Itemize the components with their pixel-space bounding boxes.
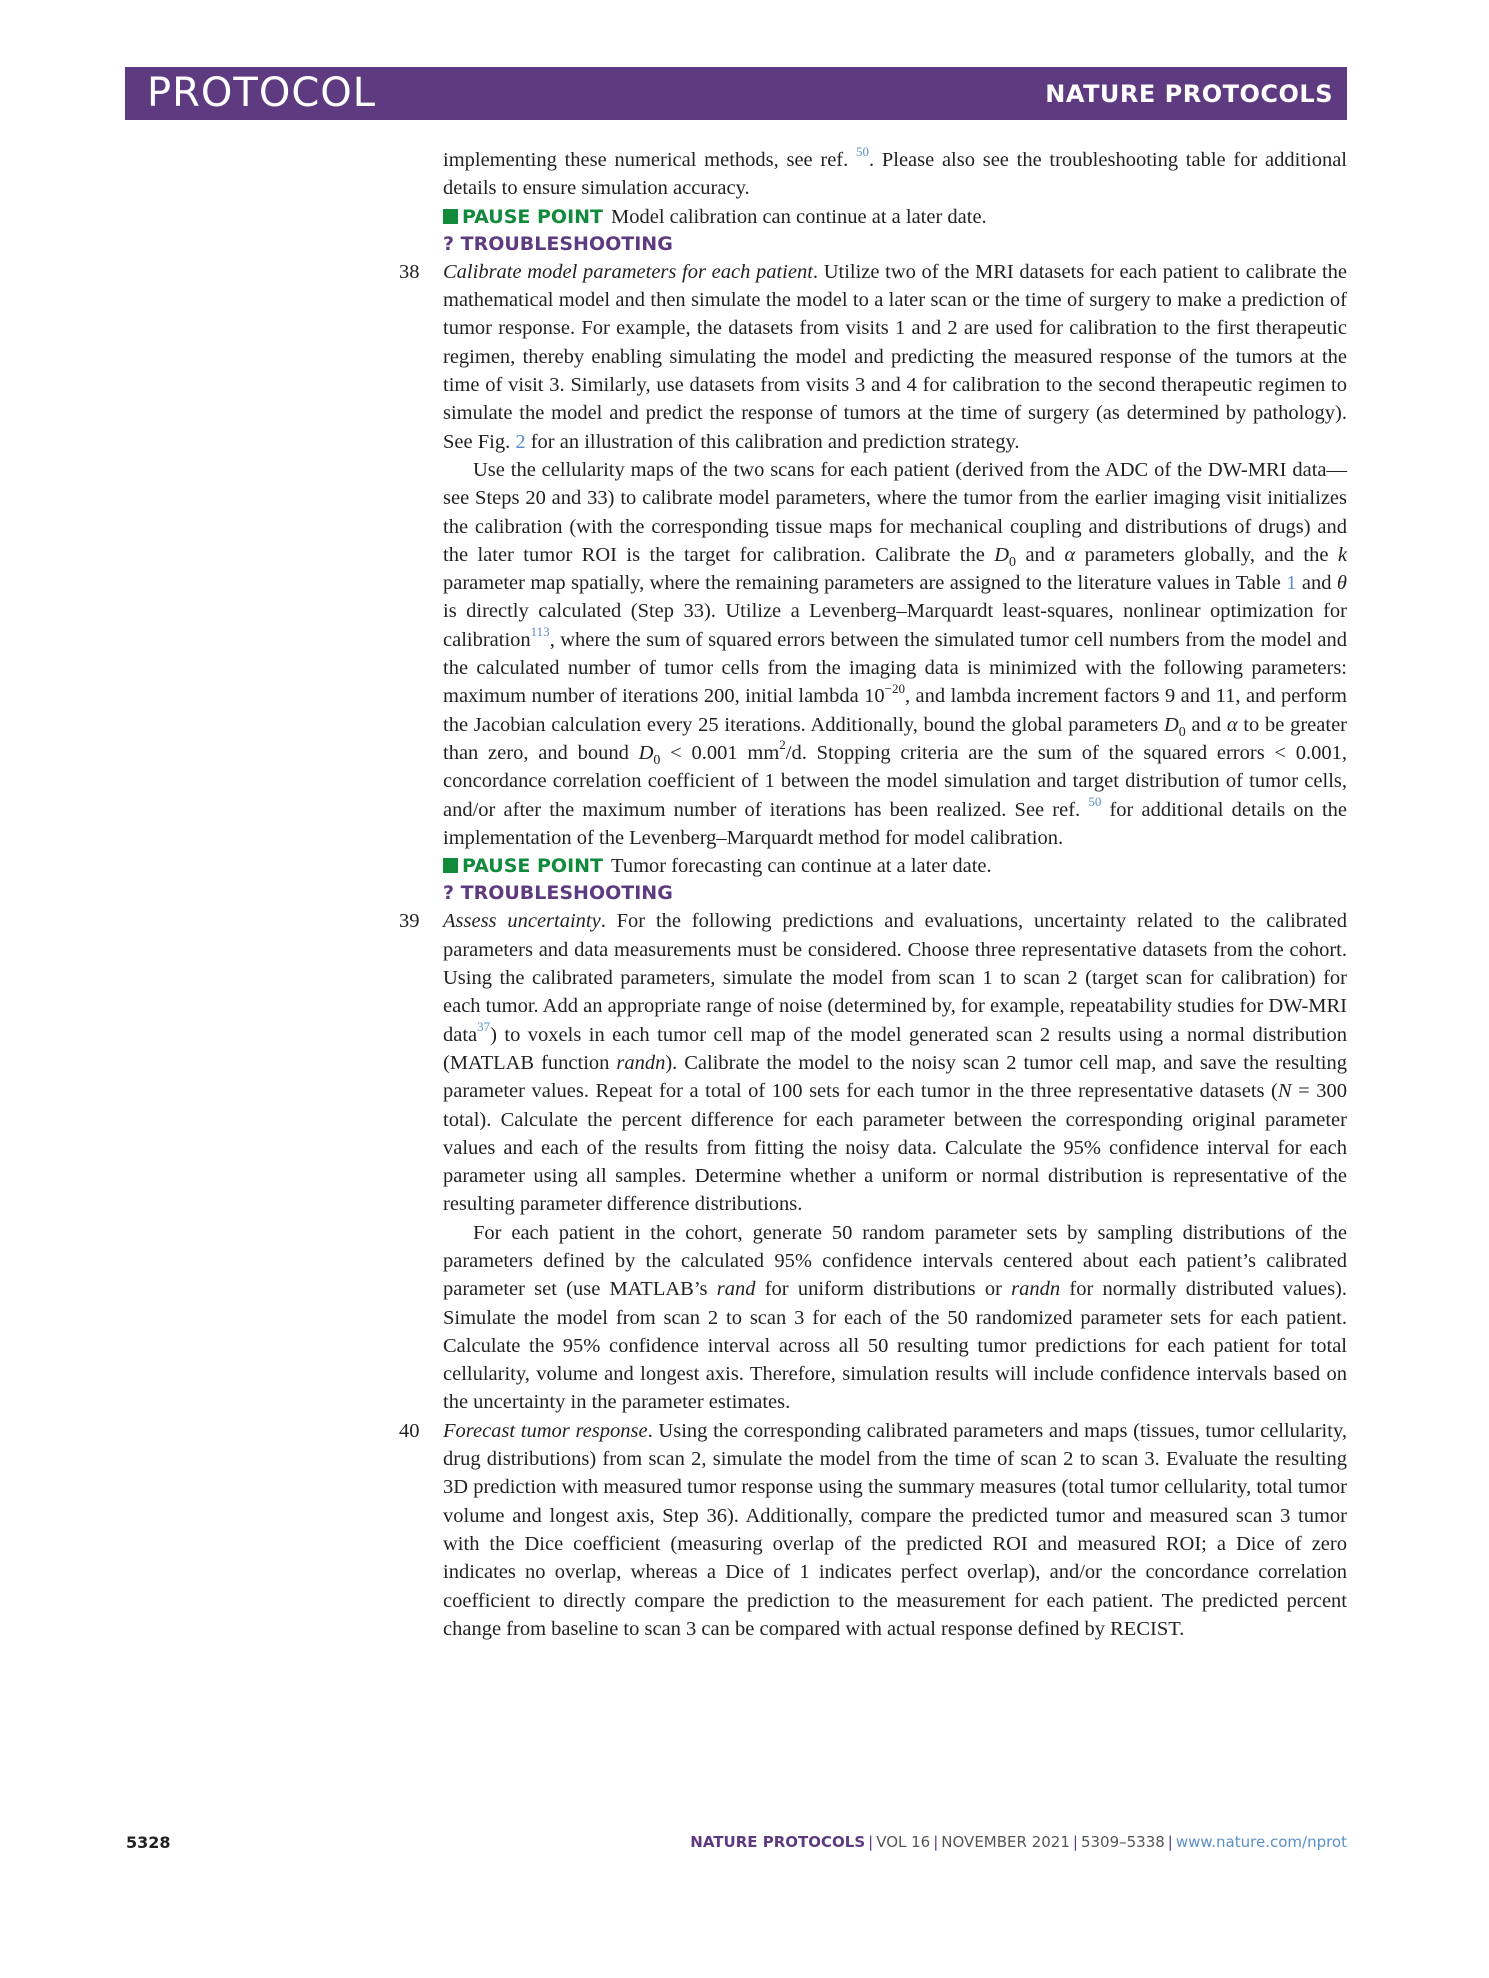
fig-link[interactable]: 2 (515, 430, 526, 453)
step-38 (399, 258, 1348, 908)
step-38-paragraph-1: Calibrate model parameters for each patient. Utilize two of the MRI datasets for each patient to calibrate the mathematical model and then simulate the model to a later scan or the time of surgery to make a prediction of tumor response. For example, the datasets from visits 1 and 2 are used for calibration to the first therapeutic regimen, thereby enabling simulating the model and predicting the measured response of the tumors at the time of visit 3. Similarly, use datasets from visits 3 and 4 for calibration to the second therapeutic regimen to simulate the model and predict the response of tumors at the time of surgery (as determined by pathology). See Fig. 2 for an illustration of this calibration and prediction strategy. (443, 260, 1348, 453)
pause-square-icon (443, 858, 458, 873)
step-number: 39 (399, 910, 420, 933)
pause-square-icon (443, 209, 458, 224)
pause-point: PAUSE POINT Tumor forecasting can continue at a later date. (443, 852, 1347, 880)
troubleshooting-label: ? TROUBLESHOOTING (443, 882, 673, 905)
step-40 (399, 1417, 1347, 1643)
ref-link[interactable]: 37 (477, 1018, 491, 1034)
intro-paragraph: implementing these numerical methods, see ref. $^{50}$. Please also see the troubleshooting table for additional details to ensure simulation accuracy. (443, 144, 1347, 200)
article-body (399, 144, 1348, 1643)
step-38-paragraph-2: Use the cellularity maps of the two scans for each patient (derived from the ADC of the DW-MRI data—see Steps 20 and 33) to calibrate model parameters, where the tumor from the earlier imaging visit initializes the calibration (with the corresponding tissue maps for mechanical coupling and distributions of drugs) and the later tumor ROI is the target for calibration. Calibrate the $D_0$ and α parameters globally, and the k parameter map spatially, where the remaining parameters are assigned to the literature values in Table 1 and θ is directly calculated (Step 33). Utilize a Levenberg–Marquardt least-squares, nonlinear optimization for calibration$^{113}$, where the sum of squared errors between the simulated tumor cell numbers from the model and the calculated number of tumor cells from the imaging data is minimized with the following parameters: maximum number of iterations 200, initial lambda $10^{-20}$, and lambda increment factors 9 and 11, and perform the Jacobian calculation every 25 iterations. Additionally, bound the global parameters $D_0$ and α to be greater than zero, and bound $D_0 < 0.001$ $mm^2/d$. Stopping criteria are the sum of the squared errors < 0.001, concordance correlation coefficient of 1 between the model simulation and target distribution of tumor cells, and/or after the maximum number of iterations has been realized. See ref. $^{50}$ for additional details on the implementation of the Levenberg–Marquardt method for model calibration. (443, 458, 1348, 849)
step-number: 38 (399, 260, 420, 283)
page-number: 5328 (126, 1833, 171, 1852)
step-39-paragraph-2: For each patient in the cohort, generate 50 random parameter sets by sampling distributions of the parameters defined by the calculated 95% confidence intervals centered about each patient’s calibrated parameter set (use MATLAB’s rand for uniform distributions or randn for normally distributed values). Simulate the model from scan 2 to scan 3 for each of the 50 randomized parameter sets for each patient. Calculate the 95% confidence interval across all 50 resulting tumor predictions for each patient for total cellularity, volume and longest axis. Therefore, simulation results will include confidence intervals based on the uncertainty in the parameter estimates. (443, 1221, 1347, 1414)
section-label: PROTOCOL (147, 70, 377, 116)
pause-point: PAUSE POINT Model calibration can continue at a later date. (443, 203, 1347, 231)
step-39 (399, 907, 1348, 1416)
table-link[interactable]: 1 (1286, 572, 1297, 595)
ref-link[interactable]: 113 (530, 623, 550, 639)
footer-citation: NATURE PROTOCOLS | VOL 16 | NOVEMBER 2021 | 5309–5338 | www.nature.com/nprot (690, 1833, 1347, 1851)
step-39-paragraph-1: Assess uncertainty. For the following predictions and evaluations, uncertainty related to the calibrated parameters and data measurements must be considered. Choose three representative datasets from the cohort. Using the calibrated parameters, simulate the model from scan 1 to scan 2 (target scan for calibration) for each tumor. Add an appropriate range of noise (determined by, for example, repeatability studies for DW-MRI data$^{37}$) to voxels in each tumor cell map of the model generated scan 2 results using a normal distribution (MATLAB function randn). Calibrate the model to the noisy scan 2 tumor cell map, and save the resulting parameter values. Repeat for a total of 100 sets for each tumor in the three representative datasets (N = 300 total). Calculate the percent difference for each parameter between the corresponding original parameter values and each of the results from fitting the noisy data. Calculate the 95% confidence interval for each parameter using all samples. Determine whether a uniform or normal distribution is representative of the resulting parameter difference distributions. (443, 910, 1348, 1216)
step-number: 40 (399, 1419, 420, 1442)
ref-link[interactable]: 50 (1088, 793, 1102, 809)
journal-name: NATURE PROTOCOLS (1045, 80, 1333, 108)
page-header (125, 67, 1347, 120)
step-40-paragraph-1: Forecast tumor response. Using the corresponding calibrated parameters and maps (tissues, tumor cellularity, drug distributions) from scan 2, simulate the model from the time of scan 2 to scan 3. Evaluate the resulting 3D prediction with measured tumor response using the summary measures (total tumor cellularity, total tumor volume and longest axis, Step 36). Additionally, compare the predicted tumor and measured scan 3 tumor with the Dice coefficient (measuring overlap of the predicted ROI and measured ROI; a Dice of zero indicates no overlap, whereas a Dice of 1 indicates perfect overlap), and/or the concordance correlation coefficient to directly compare the prediction to the measurement for each patient. The predicted percent change from baseline to scan 3 can be compared with actual response defined by RECIST. (443, 1419, 1347, 1640)
ref-link[interactable]: 50 (856, 144, 869, 160)
troubleshooting-label: ? TROUBLESHOOTING (443, 232, 673, 255)
journal-url-link[interactable]: www.nature.com/nprot (1175, 1833, 1347, 1851)
